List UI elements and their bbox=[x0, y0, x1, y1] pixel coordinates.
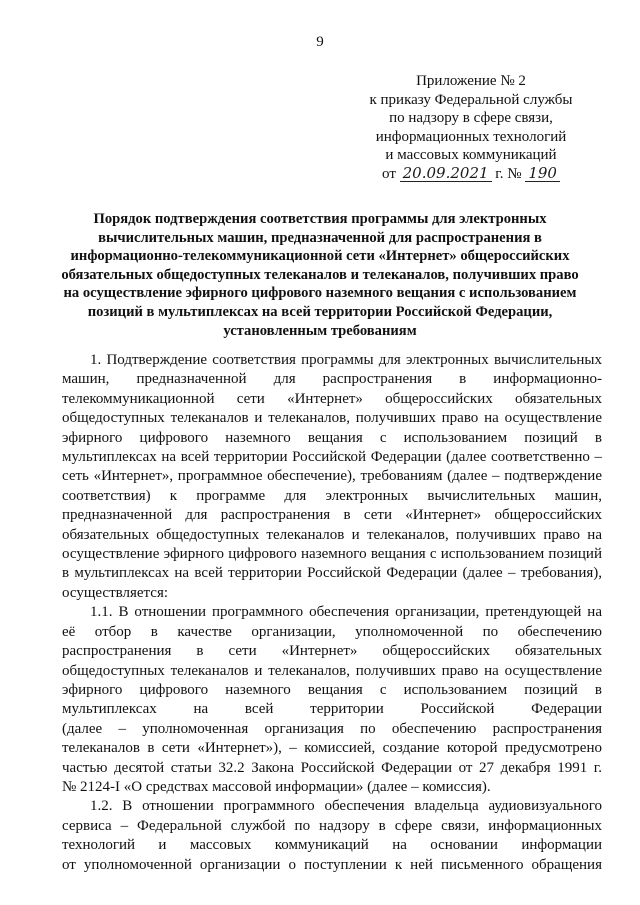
appendix-line: информационных технологий bbox=[375, 128, 567, 145]
body-line: технологий и массовых коммуникаций на основании информации bbox=[62, 837, 602, 854]
body-line: телекоммуникационной сети «Интернет» общероссийских обязательных bbox=[62, 390, 602, 407]
body-line: в мультиплексах на всей территории Российской Федерации (далее – требования), bbox=[62, 565, 602, 582]
appendix-line: Приложение № 2 bbox=[416, 73, 526, 89]
appendix-line: по надзору в сфере связи, bbox=[389, 110, 553, 127]
body-line: сеть «Интернет», программное обеспечение), требованиям (далее – подтверждение bbox=[62, 468, 602, 485]
body-line: соответствия) к программе для электронных вычислительных машин, bbox=[62, 487, 602, 504]
body-line: телеканалов в сети «Интернет»), – комиссией, создание которой предусмотрено bbox=[62, 740, 602, 757]
body-line: распространения в сети «Интернет» общероссийских обязательных bbox=[62, 643, 602, 660]
body-line: общедоступных телеканалов и телеканалов, получивших право на осуществление bbox=[62, 662, 602, 679]
body-line: сервиса – Федеральной службой по надзору в сфере связи, информационных bbox=[62, 817, 602, 834]
title-line: вычислительных машин, предназначенной для распространения в bbox=[98, 229, 542, 246]
body-line: от уполномоченной организации о поступлении к ней письменного обращения bbox=[62, 856, 602, 873]
body-line: (далее – уполномоченная организация по обеспечению распространения bbox=[62, 720, 602, 737]
document-title bbox=[40, 210, 600, 340]
body-line: обязательных общедоступных телеканалов и телеканалов, получивших право на bbox=[62, 526, 602, 543]
title-line: Порядок подтверждения соответствия программы для электронных bbox=[93, 211, 547, 227]
date-middle: г. № bbox=[495, 165, 522, 182]
body-line: 1. Подтверждение соответствия программы для электронных вычислительных bbox=[90, 352, 602, 368]
body-line: мультиплексах на всей территории Российской Федерации bbox=[62, 701, 602, 718]
handwritten-number: 190 bbox=[525, 166, 560, 182]
body-line: эфирного цифрового наземного вещания с использованием позиций в bbox=[62, 681, 602, 698]
appendix-line: и массовых коммуникаций bbox=[385, 147, 557, 164]
date-prefix: от bbox=[382, 165, 396, 182]
title-line: установленным требованиям bbox=[223, 322, 417, 339]
appendix-block bbox=[340, 72, 602, 184]
title-line: на осуществление эфирного цифрового наземного вещания с использованием bbox=[63, 285, 577, 302]
title-line: позиций в мультиплексах на всей территории Российской Федерации, bbox=[87, 303, 553, 320]
body-line: 1.1. В отношении программного обеспечения организации, претендующей на bbox=[90, 604, 602, 621]
body-line: эфирного цифрового наземного вещания с использованием позиций в bbox=[62, 429, 602, 446]
body-line: её отбор в качестве организации, уполномоченной по обеспечению bbox=[62, 623, 602, 640]
body-line: осуществление эфирного цифрового наземного вещания с использованием позиций bbox=[62, 546, 602, 563]
body-line: общедоступных телеканалов и телеканалов, получивших право на осуществление bbox=[62, 410, 602, 427]
page-number: 9 bbox=[316, 34, 324, 50]
document-body bbox=[62, 351, 602, 875]
handwritten-date: 20.09.2021 bbox=[400, 166, 492, 182]
body-line: предназначенной для распространения в сети «Интернет» общероссийских bbox=[62, 507, 602, 524]
appendix-date-line bbox=[340, 165, 602, 184]
body-line: мультиплексах на всей территории Российской Федерации (далее соответственно – bbox=[62, 449, 602, 466]
appendix-line: к приказу Федеральной службы bbox=[369, 91, 573, 108]
body-line: 1.2. В отношении программного обеспечения владельца аудиовизуального bbox=[90, 798, 602, 815]
body-line: частью десятой статьи 32.2 Закона Российской Федерации от 27 декабря 1991 г. bbox=[62, 759, 602, 776]
body-line: машин, предназначенной для распространения в информационно- bbox=[62, 371, 602, 388]
body-line: № 2124-I «О средствах массовой информации» (далее – комиссия). bbox=[62, 778, 491, 795]
body-line: осуществляется: bbox=[62, 584, 169, 601]
title-line: информационно-телекоммуникационной сети «Интернет» общероссийских bbox=[70, 248, 570, 265]
title-line: обязательных общедоступных телеканалов и телеканалов, получивших право bbox=[61, 266, 579, 283]
